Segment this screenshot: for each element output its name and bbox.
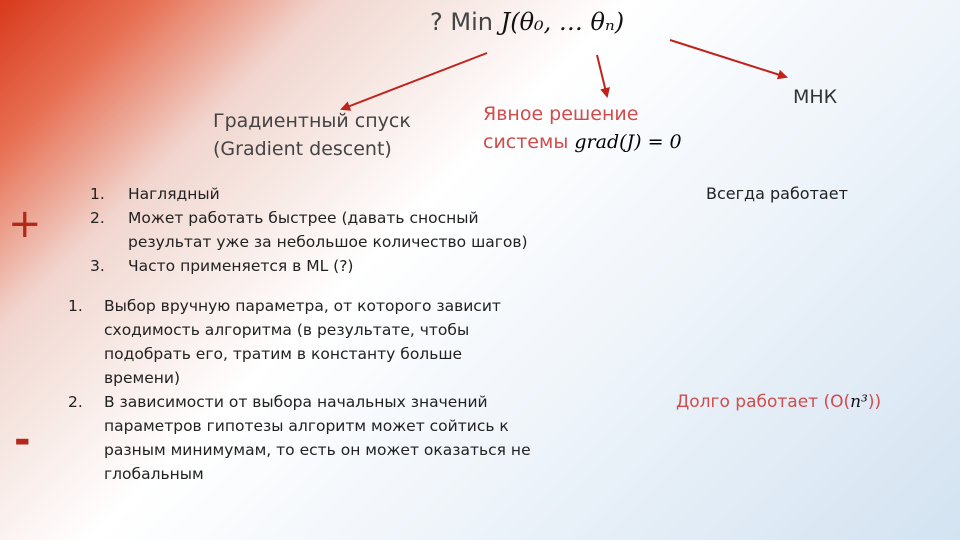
arrow-to-mnk: [670, 40, 786, 77]
list-item: [90, 254, 550, 278]
list-item-text: Наглядный: [128, 185, 220, 203]
list-item-number: 2.: [68, 393, 83, 411]
mnk-con-before: Долго работает (O(: [676, 392, 851, 412]
plus-sign: +: [8, 201, 42, 247]
list-item-text: Выбор вручную параметра, от которого зависит сходимость алгоритма (в результате, чтобы подобрать его, тратим в константу больше времени): [104, 297, 501, 387]
mnk-con-after: )): [867, 392, 882, 412]
explicit-solution-line1: Явное решение: [483, 103, 639, 125]
list-item: [68, 294, 538, 390]
gradient-descent-line1: Градиентный спуск: [213, 110, 411, 132]
explicit-solution-formula: grad(J) = 0: [574, 131, 682, 153]
explicit-solution-line2: [483, 128, 682, 156]
list-item: [90, 182, 550, 206]
arrow-to-explicit: [597, 55, 607, 96]
minus-sign: -: [14, 417, 31, 463]
title-formula: J(θ₀, … θₙ): [500, 8, 625, 36]
list-item-number: 1.: [68, 297, 83, 315]
list-item-number: 2.: [90, 209, 105, 227]
gradient-descent-label: [213, 107, 411, 163]
list-item-number: 3.: [90, 257, 105, 275]
gradient-pros-list: [90, 182, 550, 278]
slide-title: [430, 8, 624, 36]
title-prefix: ? Min: [430, 8, 501, 36]
explicit-solution-line2-text: системы: [483, 131, 575, 153]
mnk-con-formula: n³: [850, 392, 868, 412]
list-item-number: 1.: [90, 185, 105, 203]
list-item: [90, 206, 550, 254]
gradient-descent-line2: (Gradient descent): [213, 138, 392, 160]
explicit-solution-label: [483, 100, 682, 156]
mnk-pro-text: Всегда работает: [706, 184, 848, 203]
mnk-con-text: [676, 392, 881, 412]
list-item: [68, 390, 538, 486]
mnk-label: МНК: [793, 86, 838, 108]
arrow-to-gradient: [342, 53, 487, 109]
gradient-cons-list: [68, 294, 538, 486]
list-item-text: В зависимости от выбора начальных значений параметров гипотезы алгоритм может сойтись к разным минимумам, то есть он может оказаться не глобальным: [104, 393, 531, 483]
list-item-text: Часто применяется в ML (?): [128, 257, 354, 275]
list-item-text: Может работать быстрее (давать сносный результат уже за небольшое количество шагов): [128, 209, 528, 251]
